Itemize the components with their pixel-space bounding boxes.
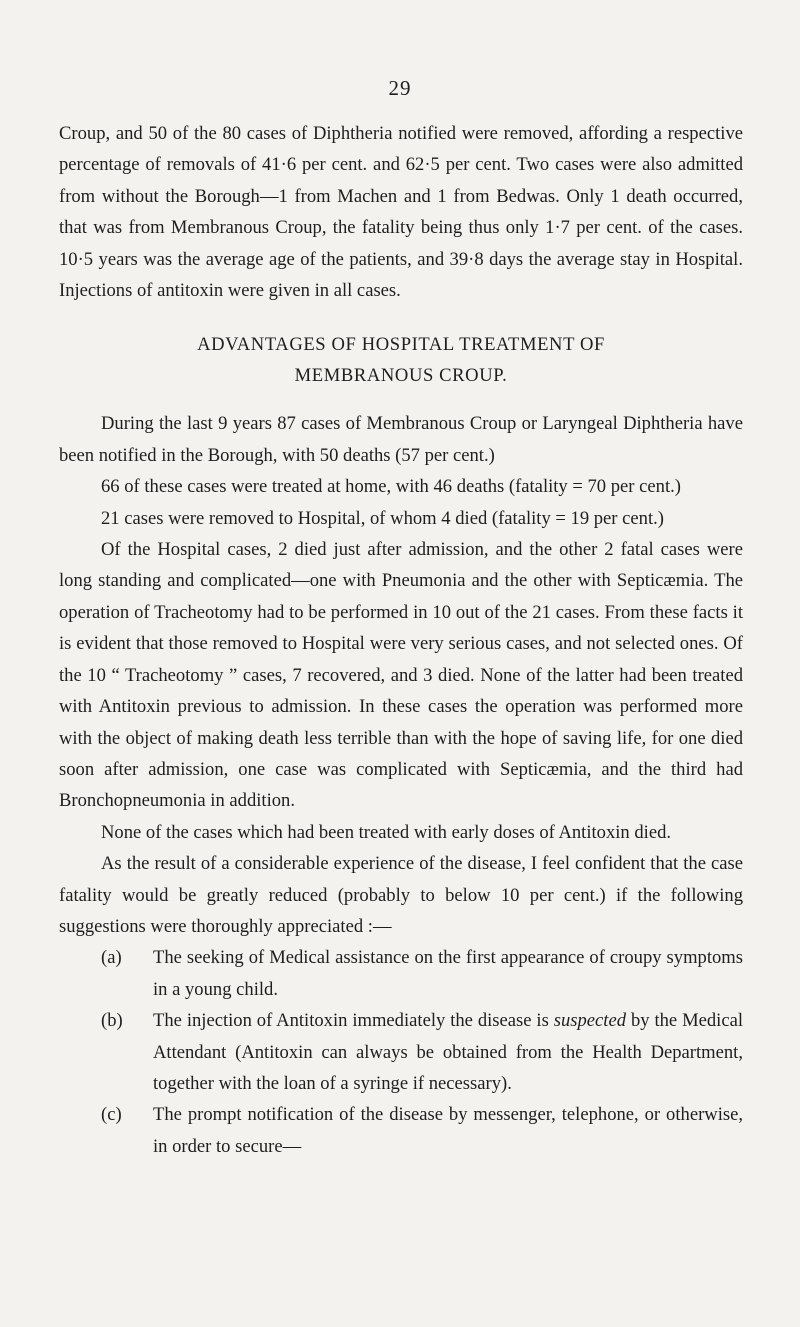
- list-item-text-part: by the Medical Attendant (Antitoxin can always be obtained from the Health Department, together with the loan of a syringe if necessary).: [153, 1010, 743, 1094]
- list-item: [59, 1099, 743, 1162]
- body-text: [59, 118, 743, 1162]
- paragraph-hospital-removed: 21 cases were removed to Hospital, of whom 4 died (fatality = 19 per cent.): [101, 507, 664, 529]
- paragraph-croup-statistics: Croup, and 50 of the 80 cases of Diphtheria notified were removed, affording a respective percentage of removals of 41·6 per cent. and 62·5 per cent. Two cases were also admitted from without the Borough—1 from Machen and 1 from Bedwas. Only 1 death occurred, that was from Membranous Croup, the fatality being thus only 1·7 per cent. of the cases. 10·5 years was the average age of the patients, and 39·8 days the average stay in Hospital. Injections of antitoxin were given in all cases.: [59, 123, 743, 302]
- page-number: 29: [388, 76, 412, 100]
- list-item: [59, 1005, 743, 1099]
- paragraph-early-antitoxin: None of the cases which had been treated with early doses of Antitoxin died.: [101, 821, 672, 843]
- emphasized-word: suspected: [553, 1010, 627, 1032]
- section-heading-line-1: ADVANTAGES OF HOSPITAL TREATMENT OF: [197, 334, 605, 356]
- paragraph-home-treated: 66 of these cases were treated at home, with 46 deaths (fatality = 70 per cent.): [101, 476, 681, 498]
- list-item: [59, 942, 743, 1005]
- section-heading-line-2: MEMBRANOUS CROUP.: [294, 365, 508, 387]
- list-item-text-part: The injection of Antitoxin immediately the disease is: [153, 1010, 554, 1032]
- list-item-text: The prompt notification of the disease by messenger, telephone, or otherwise, in order to secure—: [153, 1104, 743, 1157]
- list-marker: (c): [101, 1104, 122, 1126]
- paragraph-nine-years: During the last 9 years 87 cases of Membranous Croup or Laryngeal Diphtheria have been notified in the Borough, with 50 deaths (57 per cent.): [59, 413, 743, 466]
- section-heading: [59, 329, 743, 391]
- list-item-text: The seeking of Medical assistance on the first appearance of croupy symptoms in a young child.: [153, 947, 743, 1000]
- paragraph-hospital-cases: Of the Hospital cases, 2 died just after admission, and the other 2 fatal cases were long standing and complicated—one with Pneumonia and the other with Septicæmia. The operation of Tracheotomy had to be performed in 10 out of the 21 cases. From these facts it is evident that those removed to Hospital were very serious cases, and not selected ones. Of the 10 “ Tracheotomy ” cases, 7 recovered, and 3 died. None of the latter had been treated with Antitoxin previous to admission. In these cases the operation was performed more with the object of making death less terrible than with the hope of saving life, for one died soon after admission, one case was complicated with Septicæmia, and the third had Bronchopneumonia in addition.: [59, 539, 743, 812]
- suggestions-list: [59, 942, 743, 1162]
- list-item-text: [153, 1010, 743, 1094]
- list-marker: (a): [101, 947, 122, 969]
- list-marker: (b): [101, 1010, 123, 1032]
- paragraph-suggestions-intro: As the result of a considerable experience of the disease, I feel confident that the case fatality would be greatly reduced (probably to below 10 per cent.) if the following suggestions were thoroughly appreciated :—: [59, 853, 743, 937]
